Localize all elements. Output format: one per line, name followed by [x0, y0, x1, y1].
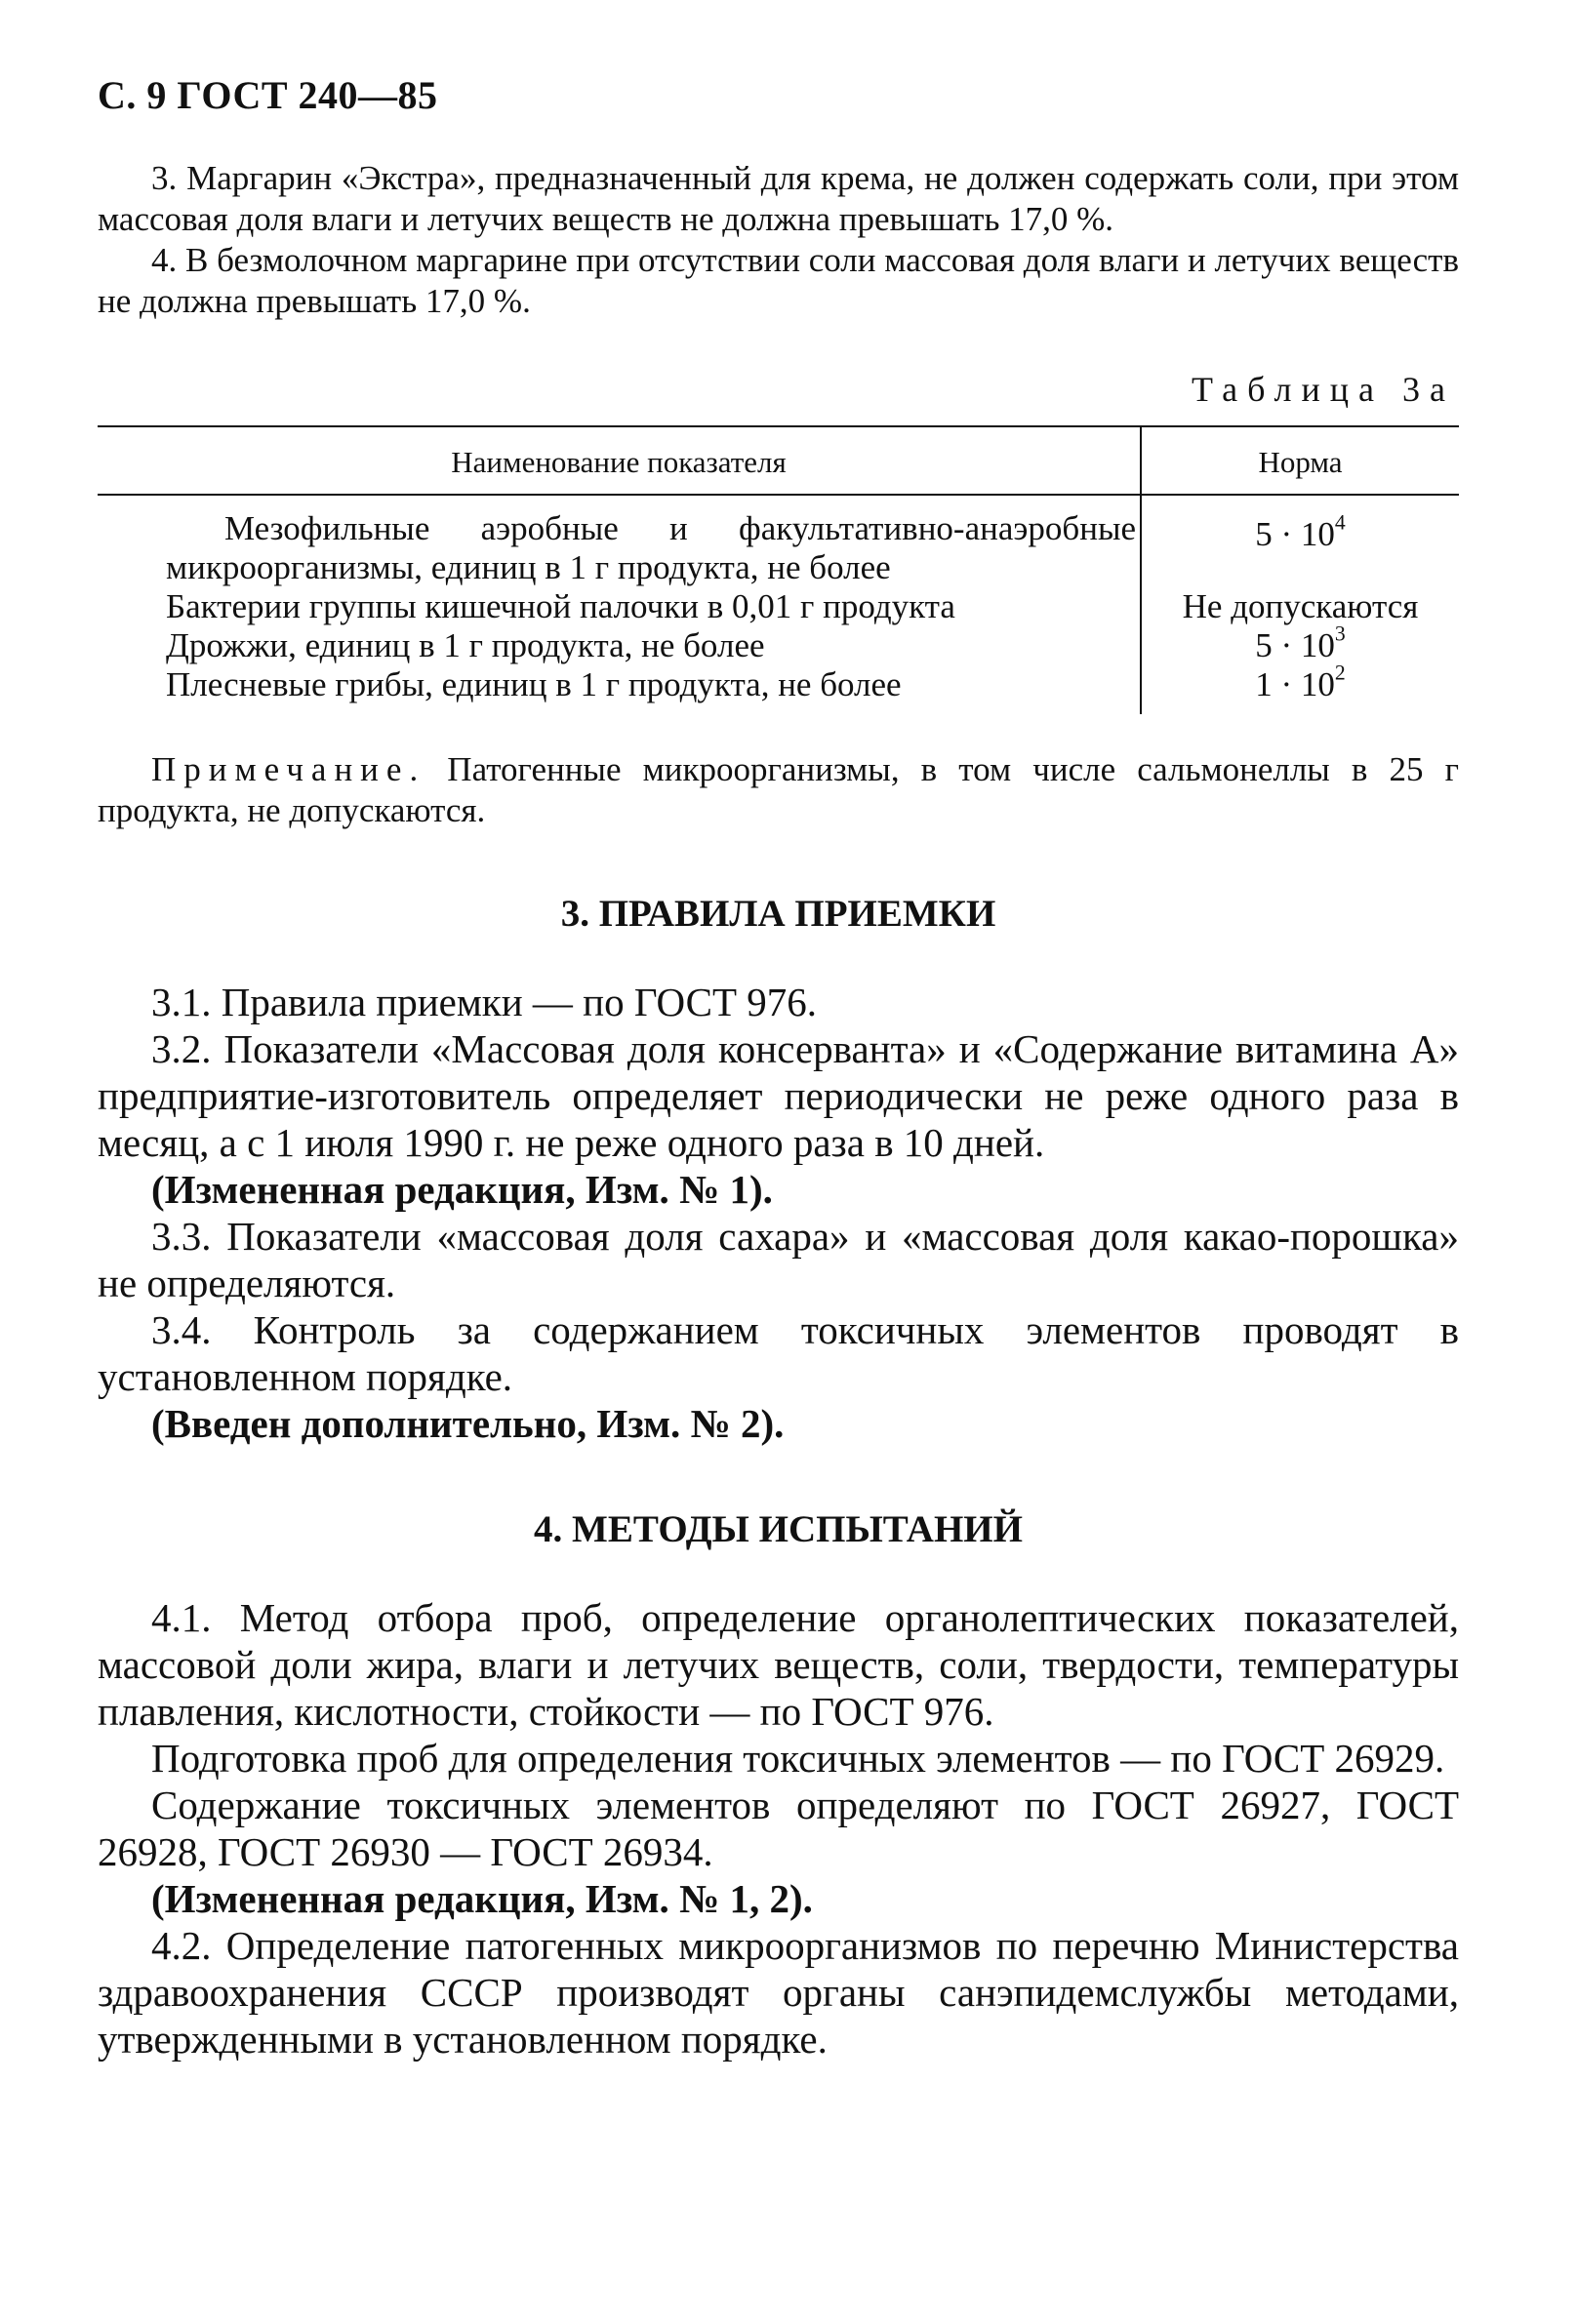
row-norm: $5 \cdot 10^4$ — [1255, 510, 1346, 553]
amendment-note: (Измененная редакция, Изм. № 1). — [151, 1167, 773, 1212]
section-3-body — [98, 979, 1459, 1447]
row-norm: $1 \cdot 10^2$ — [1255, 661, 1346, 703]
row-name: Мезофильные аэробные и факультативно-анаэробные микроорганизмы, единиц в 1 г продукта, не более — [98, 495, 1141, 587]
row-name: Плесневые грибы, единиц в 1 г продукта, не более — [98, 665, 1141, 714]
paragraph-4-1-toxic-elements: Содержание токсичных элементов определяют по ГОСТ 26927, ГОСТ 26928, ГОСТ 26930 — ГОСТ 26934. — [98, 1783, 1459, 1874]
table-note — [98, 749, 1459, 831]
paragraph-4-1-sample-prep: Подготовка проб для определения токсичных элементов — по ГОСТ 26929. — [151, 1736, 1445, 1781]
section-4-title: 4. МЕТОДЫ ИСПЫТАНИЙ — [534, 1508, 1023, 1550]
paragraph-3-2: 3.2. Показатели «Массовая доля консерванта» и «Содержание витамина А» предприятие-изготовитель определяет периодически не реже одного раза в месяц, а с 1 июля 1990 г. не реже одного раза в 10 дней. — [98, 1026, 1459, 1165]
amendment-note: (Измененная редакция, Изм. № 1, 2). — [151, 1876, 813, 1921]
page-header: С. 9 ГОСТ 240—85 — [98, 73, 438, 117]
norms-table — [98, 425, 1459, 714]
paragraph-3-4: 3.4. Контроль за содержанием токсичных элементов проводят в установленном порядке. — [98, 1307, 1459, 1399]
table-row — [98, 626, 1459, 665]
table-row — [98, 665, 1459, 714]
table-note-text: Патогенные микроорганизмы, в том числе сальмонеллы в 25 г продукта, не допускаются. — [98, 750, 1459, 829]
table-footnotes-top — [98, 158, 1459, 322]
footnote-4: 4. В безмолочном маргарине при отсутствии соли массовая доля влаги и летучих веществ не должна превышать 17,0 %. — [98, 241, 1459, 320]
table-note-label: Примечание. — [151, 750, 426, 788]
section-3-title: 3. ПРАВИЛА ПРИЕМКИ — [560, 893, 996, 935]
row-name: Бактерии группы кишечной палочки в 0,01 г продукта — [98, 587, 1141, 626]
amendment-note: (Введен дополнительно, Изм. № 2). — [151, 1401, 785, 1446]
table-header-row — [98, 426, 1459, 495]
row-norm: Не допускаются — [1182, 587, 1419, 625]
row-name: Дрожжи, единиц в 1 г продукта, не более — [98, 626, 1141, 665]
footnote-3: 3. Маргарин «Экстра», предназначенный для крема, не должен содержать соли, при этом массовая доля влаги и летучих веществ не должна превышать 17,0 %. — [98, 159, 1459, 238]
paragraph-4-2: 4.2. Определение патогенных микроорганизмов по перечню Министерства здравоохранения СССР производят органы санэпидемслужбы методами, утвержденными в установленном порядке. — [98, 1923, 1459, 2062]
table-row — [98, 495, 1459, 587]
column-header-norm: Норма — [1141, 426, 1459, 495]
paragraph-3-3: 3.3. Показатели «массовая доля сахара» и «массовая доля какао-порошка» не определяются. — [98, 1214, 1459, 1305]
row-norm: $5 \cdot 10^3$ — [1255, 621, 1346, 664]
document-page — [98, 73, 1459, 2063]
paragraph-4-1: 4.1. Метод отбора проб, определение органолептических показателей, массовой доли жира, влаги и летучих веществ, соли, твердости, температуры плавления, кислотности, стойкости — по ГОСТ 976. — [98, 1595, 1459, 1734]
section-4-body — [98, 1594, 1459, 2063]
column-header-name: Наименование показателя — [98, 426, 1141, 495]
paragraph-3-1: 3.1. Правила приемки — по ГОСТ 976. — [151, 980, 818, 1024]
table-caption: Таблица 3а — [1192, 370, 1455, 409]
table-row — [98, 587, 1459, 626]
